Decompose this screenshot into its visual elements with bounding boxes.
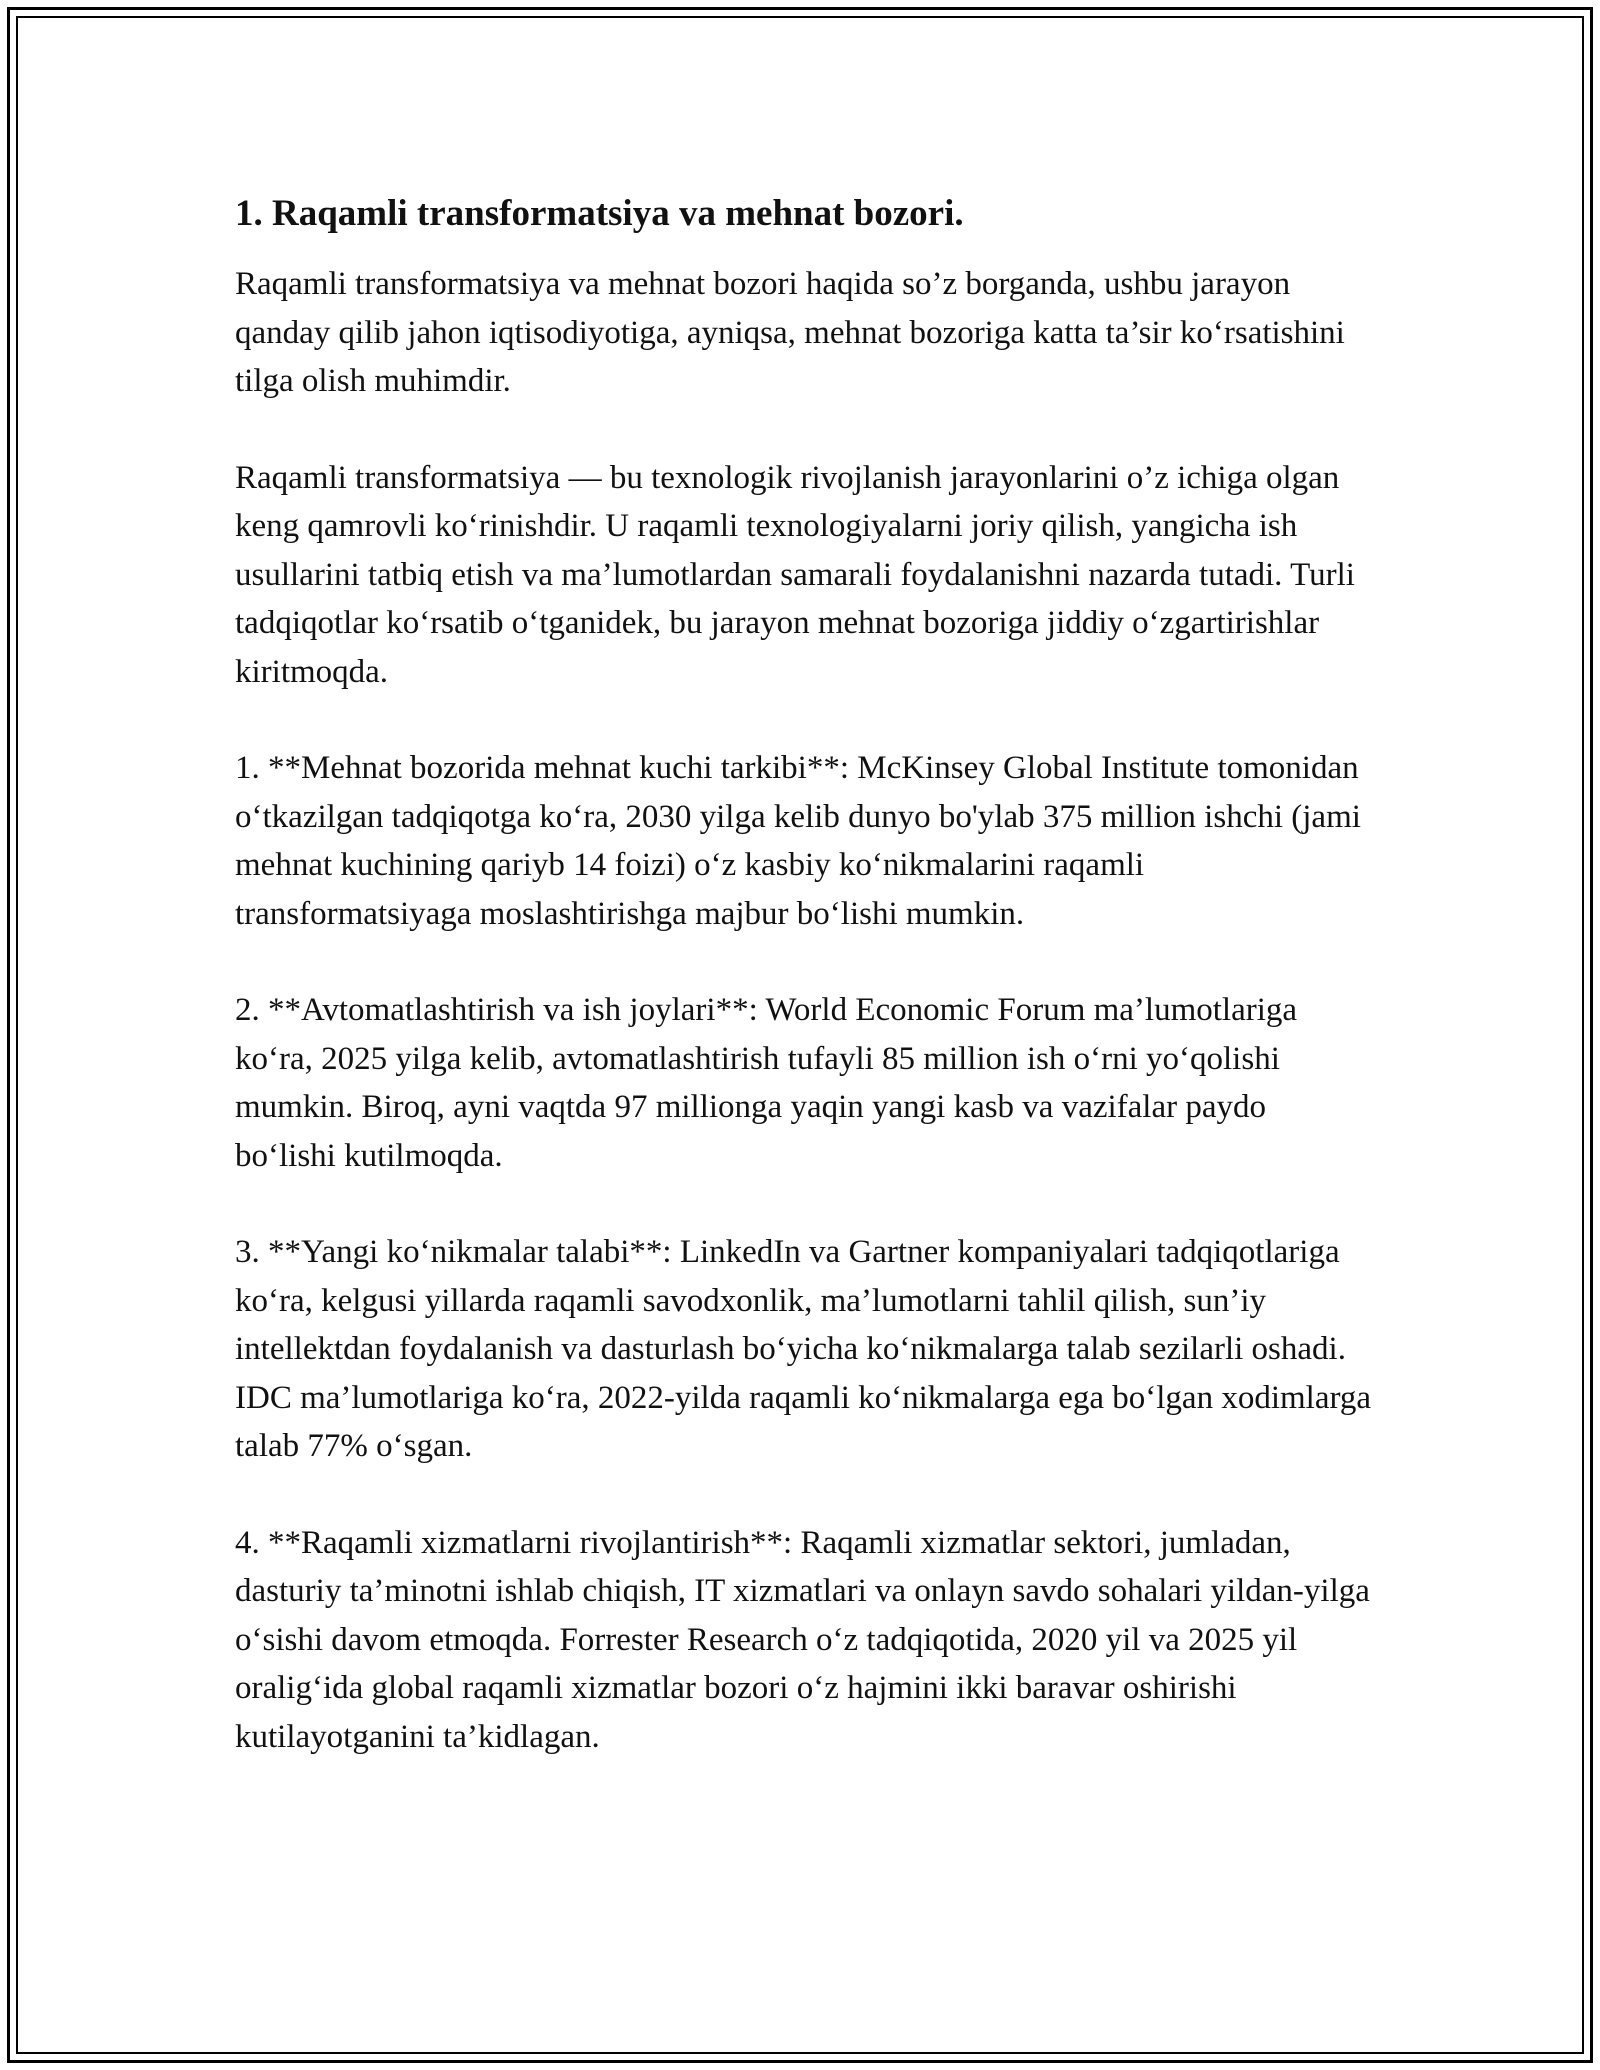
point-new-skills-paragraph: 3. **Yangi koʻnikmalar talabi**: LinkedIn va Gartner kompaniyalari tadqiqotlariga koʻra, kelgusi yillarda raqamli savodxonlik, ma’lumotlarni tahlil qilish, sun’iy intellektdan foydalanish va dasturlash boʻyicha koʻnikmalarga talab sezilarli oshadi. IDC ma’lumotlariga koʻra, 2022-yilda raqamli koʻnikmalarga ega boʻlgan xodimlarga talab 77% oʻsgan. [235,1234,1372,1464]
document-body [235,190,1375,1809]
point-labor-force-paragraph: 1. **Mehnat bozorida mehnat kuchi tarkibi**: McKinsey Global Institute tomonidan oʻtkazilgan tadqiqotga koʻra, 2030 yilga kelib dunyo bo'ylab 375 million ishchi (jami mehnat kuchining qariyb 14 foizi) oʻz kasbiy koʻnikmalarini raqamli transformatsiyaga moslashtirishga majbur boʻlishi mumkin. [235,750,1361,932]
point-automation-paragraph: 2. **Avtomatlashtirish va ish joylari**: World Economic Forum ma’lumotlariga koʻra, 2025 yilga kelib, avtomatlashtirish tufayli 85 million ish oʻrni yoʻqolishi mumkin. Biroq, ayni vaqtda 97 millionga yaqin yangi kasb va vazifalar paydo boʻlishi kutilmoqda. [235,992,1298,1174]
point-digital-services-paragraph: 4. **Raqamli xizmatlarni rivojlantirish**: Raqamli xizmatlar sektori, jumladan, dasturiy ta’minotni ishlab chiqish, IT xizmatlari va onlayn savdo sohalari yildan-yilga oʻsishi davom etmoqda. Forrester Research oʻz tadqiqotida, 2020 yil va 2025 yil oraligʻida global raqamli xizmatlar bozori oʻz hajmini ikki baravar oshirishi kutilayotganini ta’kidlagan. [235,1524,1370,1755]
intro-paragraph: Raqamli transformatsiya va mehnat bozori haqida so’z borganda, ushbu jarayon qanday qilib jahon iqtisodiyotiga, ayniqsa, mehnat bozoriga katta ta’sir koʻrsatishini tilga olish muhimdir. [235,266,1345,399]
definition-paragraph: Raqamli transformatsiya — bu texnologik rivojlanish jarayonlarini o’z ichiga olgan keng qamrovli koʻrinishdir. U raqamli texnologiyalarni joriy qilish, yangicha ish usullarini tatbiq etish va ma’lumotlardan samarali foydalanishni nazarda tutadi. Turli tadqiqotlar koʻrsatib oʻtganidek, bu jarayon mehnat bozoriga jiddiy oʻzgartirishlar kiritmoqda. [235,459,1355,690]
section-heading: 1. Raqamli transformatsiya va mehnat bozori. [235,193,964,234]
